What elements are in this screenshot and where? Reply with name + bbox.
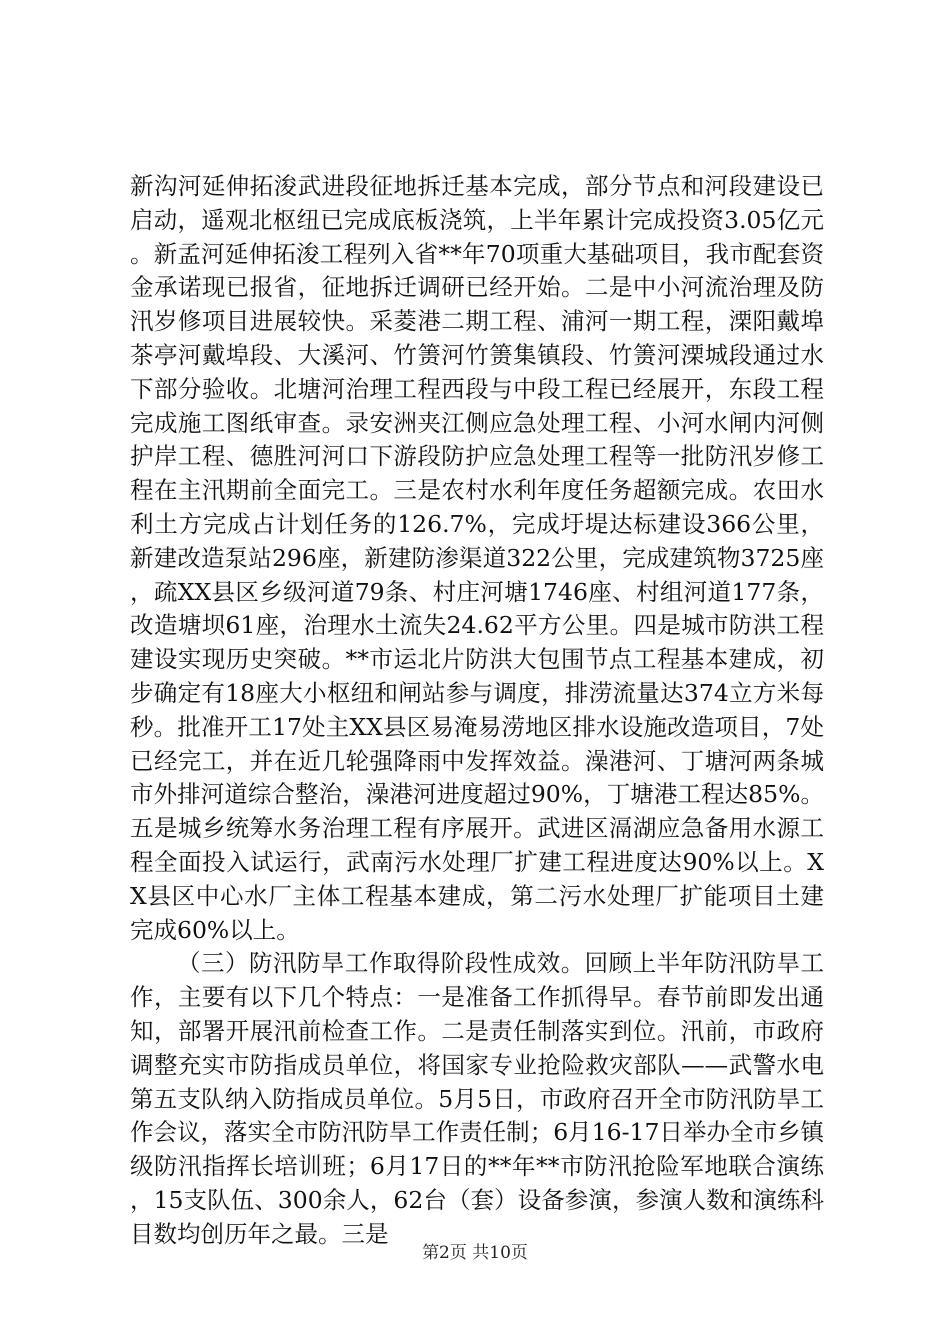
page-footer <box>0 1238 950 1263</box>
body-paragraph-2: （三）防汛防旱工作取得阶段性成效。回顾上半年防汛防旱工作，主要有以下几个特点：一是准备工作抓得早。春节前即发出通知，部署开展汛前检查工作。二是责任制落实到位。汛前，市政府调整充实市防指成员单位，将国家专业抢险救灾部队——武警水电第五支队纳入防指成员单位。5月5日，市政府召开全市防汛防旱工作会议，落实全市防汛防旱工作责任制；6月16-17日举办全市乡镇级防汛指挥长培训班；6月17日的**年**市防汛抢险军地联合演练，15支队伍、300余人，62台（套）设备参演，参演人数和演练科目数均创历年之最。三是 <box>130 949 824 1248</box>
body-paragraph-1: 新沟河延伸拓浚武进段征地拆迁基本完成，部分节点和河段建设已启动，遥观北枢纽已完成底板浇筑，上半年累计完成投资3.05亿元。新孟河延伸拓浚工程列入省**年70项重大基础项目，我市配套资金承诺现已报省，征地拆迁调研已经开始。二是中小河流治理及防汛岁修项目进展较快。采菱港二期工程、浦河一期工程，溧阳戴埠茶亭河戴埠段、大溪河、竹箦河竹箦集镇段、竹箦河溧城段通过水下部分验收。北塘河治理工程西段与中段工程已经展开，东段工程完成施工图纸审查。录安洲夹江侧应急处理工程、小河水闸内河侧护岸工程、德胜河河口下游段防护应急处理工程等一批防汛岁修工程在主汛期前全面完工。三是农村水利年度任务超额完成。农田水利土方完成占计划任务的126.7%，完成圩堤达标建设366公里，新建改造泵站296座，新建防渗渠道322公里，完成建筑物3725座，疏XX县区乡级河道79条、村庄河塘1746座、村组河道177条，改造塘坝61座，治理水土流失24.62平方公里。四是城市防洪工程建设实现历史突破。**市运北片防洪大包围节点工程基本建成，初步确定有18座大小枢纽和闸站参与调度，排涝流量达374立方米每秒。批准开工17处主XX县区易淹易涝地区排水设施改造项目，7处已经完工，并在近几轮强降雨中发挥效益。澡港河、丁塘河两条城市外排河道综合整治，澡港河进度超过90%，丁塘港工程达85%。五是城乡统筹水务治理工程有序展开。武进区滆湖应急备用水源工程全面投入试运行，武南污水处理厂扩建工程进度达90%以上。XX县区中心水厂主体工程基本建成，第二污水处理厂扩能项目土建完成60%以上。 <box>130 172 824 944</box>
page-number: 第2页 共10页 <box>422 1243 528 1263</box>
document-body <box>130 170 824 1252</box>
